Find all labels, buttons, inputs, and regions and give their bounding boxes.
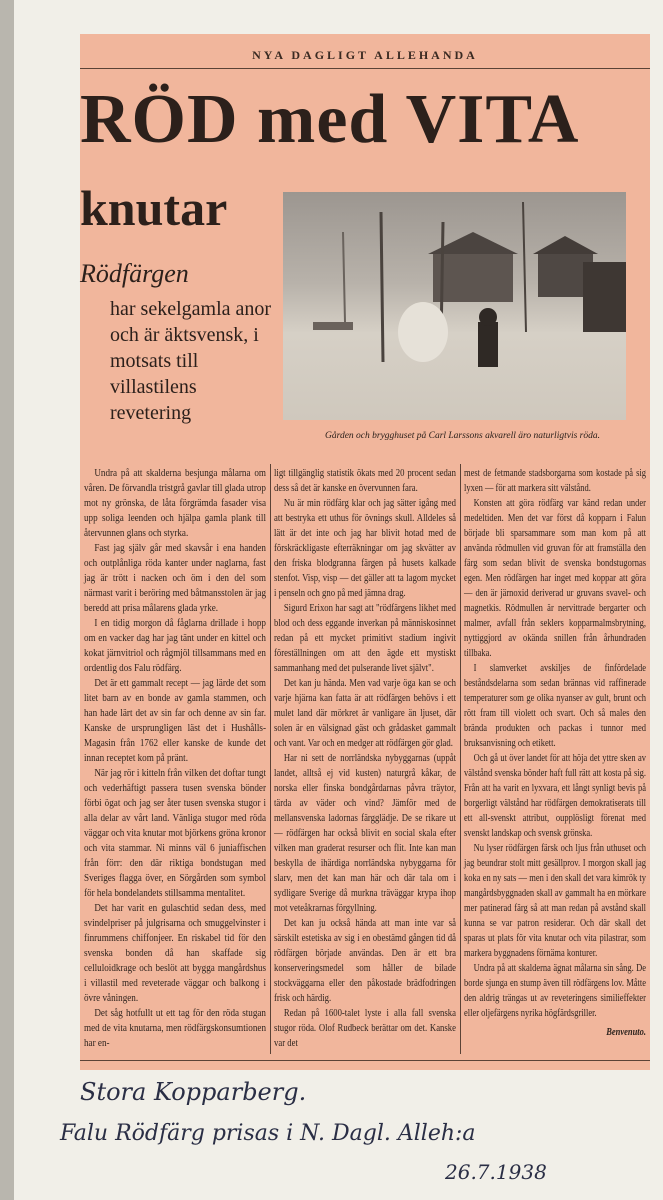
paragraph: Undra på att skalderna ägnat målarna sin sång. De borde sjunga en stump även till rödfärgens lov. Måtte den aldrig trängas ut av reveteringens similieffekter eller oljefärgens nyrika högfärdsgriller. (464, 963, 646, 1019)
paragraph: Det kan ju också hända att man inte var så särskilt estetiska av sig i en obestämd gången tid då rödfärgen började användas. Den är ett bra konserveringsmedel som håller de bilade stockväggarna eller den påkostade brädfodringen frisk och härdig. (274, 918, 456, 1004)
paragraph: Och gå ut över landet för att höja det yttre sken av välstånd svenska bönder haft full rätt att kosta på sig. Från att ha varit en lyxvara, ett långt synligt bevis på borgerligt välstånd har rödfärgen demokratiserats till ett all-svenskt attribut, oupplösligt förenat med svenskt landskap och svensk grönska. (464, 753, 646, 839)
paragraph: Det kan ju hända. Men vad varje öga kan se och varje hjärna kan fatta är att rödfärgen behövs i ett mulet land där mörkret är vanligare än ljuset, där solen är en välsignad gäst och grådasket gammalt och vant. Var och en medger att rödfärgen gör glad. (274, 678, 456, 749)
paragraph: Sigurd Erixon har sagt att "rödfärgens likhet med blod och dess eggande inverkan på människosinnet redan på ett mycket primitivt stadium ingivit föreställningen om att den ägde ett mystiskt sammanhang med det pulserande livet självt". (274, 603, 456, 674)
column-text (84, 466, 266, 1051)
photo-caption: Gården och brygghuset på Carl Larssons akvarell äro naturligtvis röda. (325, 431, 600, 441)
author-signature: Benvenuto. (606, 1027, 646, 1038)
headline-line2: knutar (80, 180, 228, 236)
article-column-3 (464, 466, 646, 1054)
paragraph: I slamverket avskiljes de finfördelade beståndsdelarna som sedan brännas vid raffinerade temperaturer som ge olika nyanser av gult, brunt och rött fram till violett och svart. Och så males den brända produkten och packas i tunnor med bruksanvisning och etikett. (464, 663, 646, 749)
handwritten-note-1: Stora Kopparberg. (80, 1078, 307, 1106)
masthead: NYA DAGLIGT ALLEHANDA (252, 48, 478, 62)
paragraph: När jag rör i kitteln från vilken det doftar tungt och vederhäftigt passera tusen svenska bönder förbi ögat och jag ser åter tusen svenska stugor i alla delar av vårt land. Vänliga stugor med röda väggar och vita knutar mot björkens gröna kronor och vita stammar. Ni minns väl 6 juniaffischen från förr: den där riktiga bondstugan med Sveriges flagga över, en Sörgården som symbol för hela bondelandets stillsamma mentalitet. (84, 768, 266, 899)
paragraph: Det är ett gammalt recept — jag lärde det som litet barn av en bonde av gamla stammen, och han hade lärt det av sin far och denne av sin far. Kanske de ursprungligen läst det i Hushålls-Magasin från 1762 eller kanske de kunde det innan receptet kom på pränt. (84, 678, 266, 764)
subheadline: har sekelgamla anor och är äktsvensk, i motsats till villastilens revetering (110, 298, 272, 424)
handwritten-date: 26.7.1938 (445, 1160, 547, 1184)
paragraph: Fast jag själv går med skavsår i ena handen och outplånliga röda kanter under naglarna, fast jag är trött i nacken och öm i den del som närmast varit i beröring med båtmansstolen är jag beredd att prisa målarens glada yrke. (84, 543, 266, 614)
article-column-1 (84, 466, 266, 1054)
paragraph: Redan på 1600-talet lyste i alla fall svenska stugor röda. Olof Rudbeck berättar om det. Kanske var det (274, 1008, 456, 1049)
handwritten-note-2: Falu Rödfärg prisas i N. Dagl. Alleh:a (60, 1121, 476, 1146)
column-text (464, 466, 646, 1040)
column-rule (460, 464, 461, 1054)
column-rule (270, 464, 271, 1054)
bottom-rule (80, 1060, 650, 1061)
scan-edge (0, 0, 14, 1200)
paragraph: Det har varit en gulaschtid sedan dess, med svindelpriser på julgrisarna och smuggelvinster i finrummens chiffonjeer. En riskabel tid för den svenska bonden då han skaffade sig celluloidkrage och beslöt att bygga mangårdshus i villastil med reveterade väggar och balkong i övre våningen. (84, 903, 266, 1004)
paragraph: Undra på att skalderna besjunga målarna om våren. De förvandla tristgrå gavlar till glada utrop mot ny grönska, de låta förgrämda fasader visa upp soliga leenden och hjälpa gamla plank till återvunnen glans och styrka. (84, 468, 266, 539)
article-column-2 (274, 466, 456, 1054)
paragraph: Nu är min rödfärg klar och jag sätter igång med att bestryka ett uthus för övnings skull. Alldeles så lätt är det inte och jag har blivit hotad med de förskräckligaste efterräkningar om jag skvätter av den friska blodgranna färgen på husets kalkade stenfot. Visp, visp — det gäller att ta lagom mycket i penseln och gno på med jämna drag. (274, 498, 456, 599)
paragraph: Nu lyser rödfärgen färsk och ljus från uthuset och jag beundrar stolt mitt gesällprov. I morgon skall jag koka en ny sats — men i den skall det vara kimrök ty mangårdsbyggnaden skall av gammalt ha en mörkare mer patinerad färg så att man redan på avstånd skall kunna se var patron residerar. Och där skall det sparas ut plats för vita knutar och vita pilastrar, som markera byggnadens förnäma konturer. (464, 843, 646, 959)
paragraph: Har ni sett de norrländska nybyggarnas (uppåt landet, alltså ej vid kusten) naturgrå kåkar, de norska eller finska bondgårdarnas påvra träytor, tärda av väder och vind? Jämför med de mellansvenska ladornas färgglädje. De se rikare ut — rödfärgen har också blivit en social skala efter vilken man graderat resurser och flit. Inte kan man beskylla de ihärdiga norrländska nybyggarna för slarv, men det kan man här och där tala om i sydligare Sverige då murkna träväggar krypa ihop mot veteåkrarnas förgyllning. (274, 753, 456, 914)
masthead-rule (80, 68, 650, 69)
kicker: Rödfärgen (80, 259, 189, 288)
paragraph: mest de fetmande stadsborgarna som kostade på sig lyxen — för att markera sitt välstånd. (464, 468, 646, 494)
paragraph: I en tidig morgon då fåglarna drillade i hopp om en vacker dag har jag tänt under en kittel och kokat järnvitriol och rågmjöl tillsammans med en ordentlig dos Falu rödfärg. (84, 618, 266, 674)
illustration-photo (283, 192, 626, 420)
headline: RÖD med VITA (80, 81, 580, 158)
paragraph: ligt tillgänglig statistik ökats med 20 procent sedan dess så det är kanske en övervunnen fara. (274, 468, 456, 494)
newspaper-clipping (80, 34, 650, 1070)
paragraph: Konsten att göra rödfärg var känd redan under medeltiden. Men det var först då kopparn i Falun började bli sparsammare som man kom på att använda rödmullen vid gruvan för att framställa den färg som sedan blivit de svenska bondstugornas egen. Men rödfärgen har inget med koppar att göra — den är järnoxid deriverad ur gruvans svavel- och magnetkis. Rödmullen är nervittrade bergarter och malmer, avfall från seklers kopparmalmsbrytning, nyttiggjord av okända snillen från århundraden tillbaka. (464, 498, 646, 659)
paragraph: Det såg hotfullt ut ett tag för den röda stugan med de vita knutarna, men rödfärgskonsumtionen har en- (84, 1008, 266, 1049)
column-text (274, 466, 456, 1051)
